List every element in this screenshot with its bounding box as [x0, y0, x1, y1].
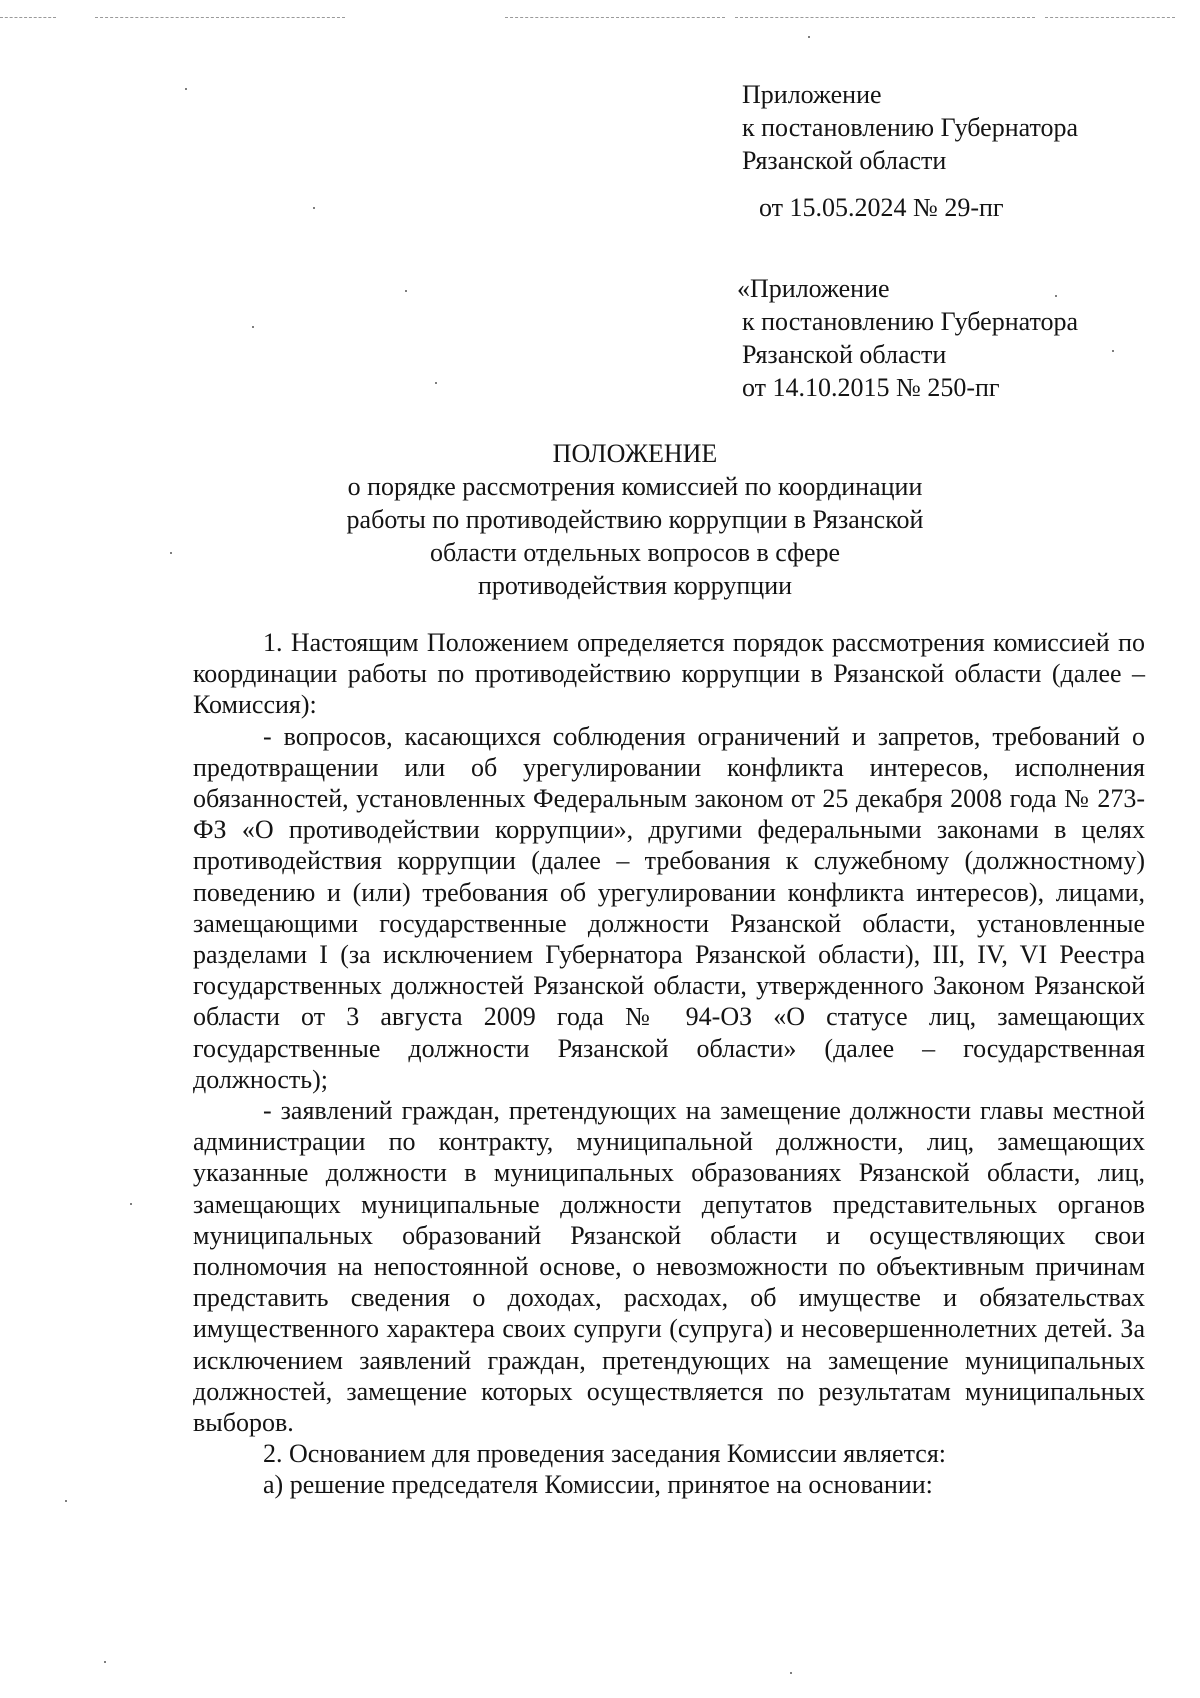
scan-speck [252, 326, 254, 328]
header-quoted-date: от 14.10.2015 № 250-пг [742, 373, 1000, 402]
title-line: области отдельных вопросов в сфере [429, 538, 841, 567]
title-line: работы по противодействию коррупции в Рязанской [346, 505, 924, 534]
header-primary-date: от 15.05.2024 № 29-пг [759, 193, 1004, 222]
header-quoted-line1: «Приложение [737, 274, 890, 303]
header-primary-line1: Приложение [742, 80, 882, 109]
paragraph-3: - заявлений граждан, претендующих на замещение должности главы местной администрации по контракту, муниципальной должности, лиц, замещающих указанные должности в муниципальных образованиях Рязанской области, лиц, замещающих муниципальные должности депутатов представительных органов муниципальных образований Рязанской области и осуществляющих свои полномочия на непостоянной основе, о невозможности по объективным причинам представить сведения о доходах, расходах, об имуществе и обязательствах имущественного характера своих супруги (супруга) и несовершеннолетних детей. За исключением заявлений граждан, претендующих на замещение муниципальных должностей, замещение которых осуществляется по результатам муниципальных выборов. [193, 1096, 1145, 1438]
paragraph-4: 2. Основанием для проведения заседания Комиссии является: [263, 1439, 946, 1469]
paragraph-1: 1. Настоящим Положением определяется порядок рассмотрения комиссией по координации работы по противодействию коррупции в Рязанской области (далее – Комиссия): [193, 628, 1145, 720]
scan-speck [1112, 350, 1114, 352]
scan-speck [313, 207, 315, 209]
scan-artifact-line [95, 17, 345, 18]
scan-speck [435, 382, 437, 384]
header-quoted [737, 272, 1079, 404]
scan-speck [405, 290, 407, 292]
scan-artifact-line [505, 17, 725, 18]
title-line: о порядке рассмотрения комиссией по координации [347, 472, 923, 501]
header-primary-line3: Рязанской области [742, 146, 947, 175]
scan-artifact-line [735, 17, 1035, 18]
scan-speck [185, 88, 187, 90]
paragraph-2: - вопросов, касающихся соблюдения ограничений и запретов, требований о предотвращении или об урегулировании конфликта интересов, исполнения обязанностей, установленных Федеральным законом от 25 декабря 2008 года № 273-ФЗ «О противодействии коррупции», другими федеральными законами в целях противодействия коррупции (далее – требования к служебному (должностному) поведению и (или) требования об урегулировании конфликта интересов), лицами, замещающими государственные должности Рязанской области, установленные разделами I (за исключением Губернатора Рязанской области), III, IV, VI Реестра государственных должностей Рязанской области, утвержденного Законом Рязанской области от 3 августа 2009 года № 94-ОЗ «О статусе лиц, замещающих государственные должности Рязанской области» (далее – государственная должность); [193, 721, 1145, 1094]
header-primary [742, 78, 1078, 224]
scan-speck [790, 1672, 792, 1674]
header-quoted-line3: Рязанской области [742, 340, 947, 369]
scan-artifact-line [0, 17, 56, 18]
scan-speck [130, 1203, 132, 1205]
scan-artifact-line [1045, 17, 1175, 18]
scan-speck [65, 1500, 67, 1502]
header-primary-line2: к постановлению Губернатора [742, 113, 1079, 142]
scan-speck [104, 1661, 106, 1663]
title-heading: ПОЛОЖЕНИЕ [552, 439, 718, 468]
scan-speck [808, 36, 810, 38]
document-title [0, 437, 1200, 602]
header-quoted-line2: к постановлению Губернатора [742, 307, 1079, 336]
paragraph-5: а) решение председателя Комиссии, принятое на основании: [263, 1470, 933, 1500]
title-line: противодействия коррупции [477, 571, 793, 600]
document-body [193, 627, 1145, 1501]
